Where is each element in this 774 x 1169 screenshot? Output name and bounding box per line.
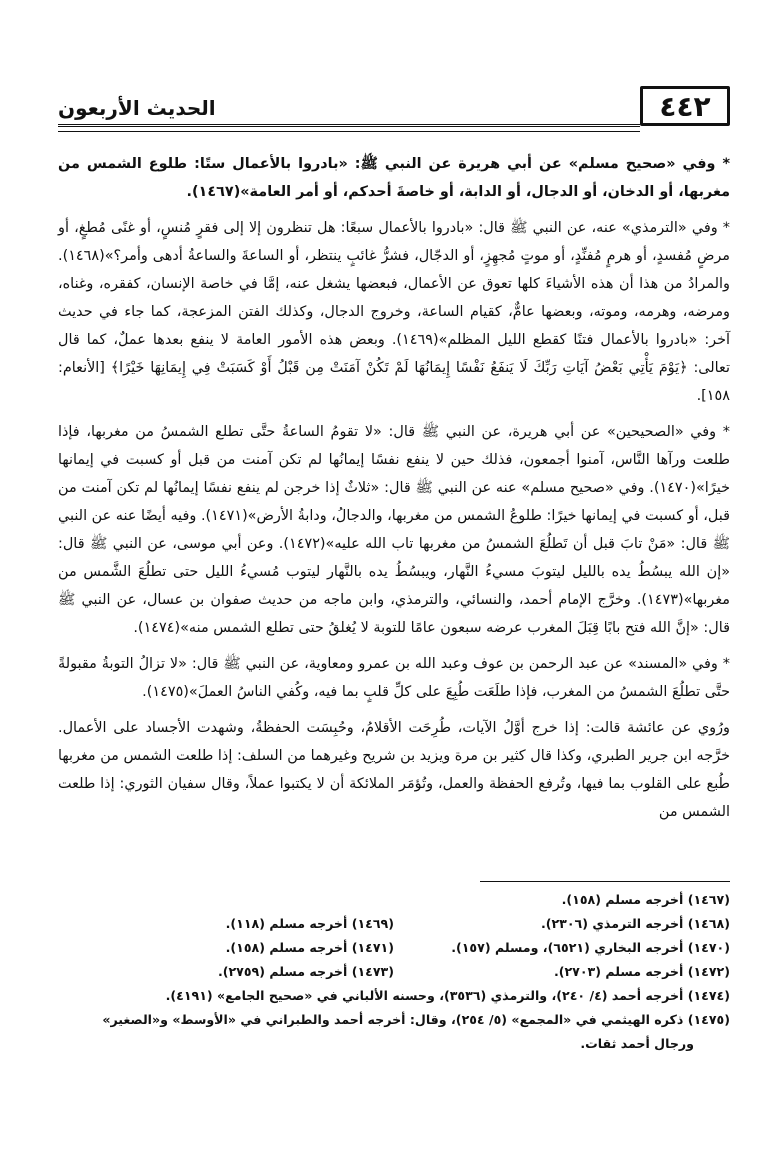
footnote-1474: (١٤٧٤) أخرجه أحمد (٤/ ٢٤٠)، والترمذي (٣٥٣٦)، وحسنه الألباني في «صحيح الجامع» (٤١٩١).	[165, 988, 730, 1003]
header-rule	[58, 124, 640, 132]
footnote-row	[58, 936, 730, 960]
paragraph-muslim-hadith: * وفي «صحيح مسلم» عن أبي هريرة عن النبي ﷺ: «بادروا بالأعمال ستًا: طلوع الشمس من مغربها، أو الدخان، أو الدجال، أو الدابة، أو خاصةَ أحدكم، أو أمر العامة»(١٤٦٧).	[58, 156, 730, 200]
paragraph-aisha-narration: ورُوي عن عائشة قالت: إذا خرج أوَّلُ الآيات، طُرِحَت الأقلامُ، وحُبِسَت الحفظةُ، وشهدت الأجساد على الأعمال. خرَّجه ابن جرير الطبري، وكذا قال كثير بن مرة ويزيد بن شريح وغيرهما من السلف: إذا طلعت الشمس من مغربها طُبع على القلوب بما فيها، وتُرفع الحفظة والعمل، وتُؤمَر الملائكة أن لا يكتبوا عملاً، وقال سفيان الثوري: إذا طلعت الشمس من	[58, 720, 730, 820]
footnotes	[58, 888, 730, 1056]
page-header	[58, 86, 730, 132]
footnote-1467: (١٤٦٧) أخرجه مسلم (١٥٨).	[561, 892, 730, 907]
footnote-1471: (١٤٧١) أخرجه مسلم (١٥٨).	[225, 940, 394, 955]
footnote-1470: (١٤٧٠) أخرجه البخاري (٦٥٢١)، ومسلم (١٥٧).	[451, 940, 730, 955]
chapter-title: الحديث الأربعون	[58, 96, 216, 120]
footnote-1468: (١٤٦٨) أخرجه الترمذي (٢٣٠٦).	[540, 916, 730, 931]
footnote-row	[58, 912, 730, 936]
footnote-1472: (١٤٧٢) أخرجه مسلم (٢٧٠٣).	[553, 964, 730, 979]
footnote-separator	[480, 881, 730, 882]
footnote-1469: (١٤٦٩) أخرجه مسلم (١١٨).	[225, 916, 394, 931]
footnote-1475-continued: ورجال أحمد ثقات.	[580, 1036, 694, 1051]
page-number: ٤٤٢	[640, 86, 730, 126]
paragraph-musnad-hadith: * وفي «المسند» عن عبد الرحمن بن عوف وعبد الله بن عمرو ومعاوية، عن النبي ﷺ قال: «لا تزالُ التوبةُ مقبولةً حتَّى تطلُعَ الشمسُ من المغرب، فإذا طلَعَت طُبِعَ على كلِّ قلبٍ بما فيه، وكُفي الناسُ العملَ»(١٤٧٥).	[58, 656, 730, 700]
paragraph-sahihayn-hadith: * وفي «الصحيحين» عن أبي هريرة، عن النبي ﷺ قال: «لا تقومُ الساعةُ حتَّى تطلع الشمسُ من مغربها، فإذا طلعت ورآها النَّاس، آمنوا أجمعون، فذلك حين لا ينفع نفسًا إيمانُها لم تكن آمنت من قبل أو كسبت في إيمانها خيرًا»(١٤٧٠). وفي «صحيح مسلم» عنه عن النبي ﷺ قال: «ثلاثٌ إذا خرجن لم ينفع نفسًا إيمانُها لم تكن آمنت من قبل، أو كسبت في إيمانها خيرًا: طلوعُ الشمس من مغربها، والدجالُ، ودابةُ الأرض»(١٤٧١). وفيه أيضًا عنه عن النبي ﷺ قال: «مَنْ تابَ قبل أن تَطلُعَ الشمسُ من مغربها تاب الله عليه»(١٤٧٢). وعن أبي موسى، عن النبي ﷺ قال: «إن الله يبسُطُ يده بالليل ليتوبَ مسيءُ النَّهار، ويبسُطُ يده بالنَّهار ليتوب مُسيءُ الليل حتى تطلُعَ الشَّمس من مغربها»(١٤٧٣). وخرَّج الإمام أحمد، والنسائي، والترمذي، وابن ماجه من حديث صفوان بن عسال، عن النبي ﷺ قال: «إنَّ الله فتح بابًا قِبَلَ المغرب عرضه سبعون عامًا للتوبة لا يُغلقُ حتى تطلع الشمس منه»(١٤٧٤).	[58, 424, 730, 636]
footnote-1475: (١٤٧٥) ذكره الهيثمي في «المجمع» (٥/ ٢٥٤)، وقال: أخرجه أحمد والطبراني في «الأوسط» و«الصغير»	[102, 1012, 730, 1027]
paragraph-tirmidhi-hadith: * وفي «الترمذي» عنه، عن النبي ﷺ قال: «بادروا بالأعمال سبعًا: هل تنظرون إلا إلى فقرٍ مُنسٍ، أو غنًى مُطغٍ، أو مرضٍ مُفسدٍ، أو هرمٍ مُفنِّدٍ، أو موتٍ مُجهِزٍ، أو الدجّال، فشرُّ غائبٍ ينتظر، أو الساعةَ والساعةُ أدهى وأمر؟»(١٤٦٨). والمرادُ من هذا أن هذه الأشياءَ كلها تعوق عن الأعمال، فبعضها يشغل عنه، إمَّا في خاصة الإنسان، كفقره، وغناه، ومرضه، وهرمه، وموته، وبعضها عامٌّ، كقيام الساعة، وخروج الدجال، وكذلك الفتن المزعجة، كما جاء في حديث آخر: «بادروا بالأعمال فتنًا كقطع الليل المظلم»(١٤٦٩). وبعض هذه الأمور العامة لا ينفع بعدها عملٌ، كما قال تعالى: ﴿يَوْمَ يَأْتِي بَعْضُ آيَاتِ رَبِّكَ لَا يَنفَعُ نَفْسًا إِيمَانُهَا لَمْ تَكُنْ آمَنَتْ مِن قَبْلُ أَوْ كَسَبَتْ فِي إِيمَانِهَا خَيْرًا﴾ [الأنعام: ١٥٨].	[58, 220, 731, 404]
footnote-row	[58, 960, 730, 984]
main-text	[58, 150, 730, 832]
footnote-1473: (١٤٧٣) أخرجه مسلم (٢٧٥٩).	[217, 964, 394, 979]
